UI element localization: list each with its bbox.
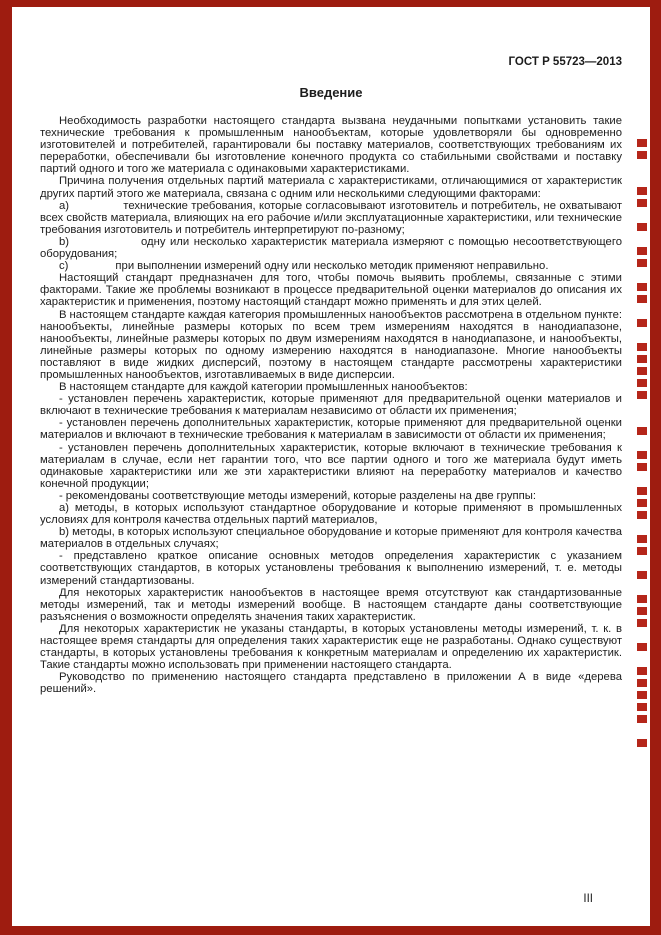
paragraph: Необходимость разработки настоящего стандарта вызвана неудачными попытками установить такие технические требования к промышленным нанообъектам, которые удовлетворяли бы одновременно изготовителей и потребителей, гарантировали бы поставку материалов, соответствующих требованиям их переработки, обеспечивали бы изготовление конечного продукта со стабильными свойствами и поставку партий одного и того же материала с одинаковыми характеристиками. <box>40 115 622 176</box>
body-text <box>40 115 622 696</box>
scan-artifact-mark <box>637 511 647 519</box>
page-content <box>40 56 622 696</box>
scan-artifact-mark <box>637 223 647 231</box>
scan-artifact-mark <box>637 427 647 435</box>
scan-artifact-mark <box>637 715 647 723</box>
scan-artifact-mark <box>637 463 647 471</box>
scan-artifact-mark <box>637 295 647 303</box>
scan-artifact-mark <box>637 499 647 507</box>
scan-artifact-mark <box>637 391 647 399</box>
paragraph: - представлено краткое описание основных методов определения характеристик с указанием соответствующих стандартов, в которых установлены требования к выполнению измерений, т. е. методы измерений стандартизованы. <box>40 550 622 587</box>
scan-artifact-mark <box>637 487 647 495</box>
scan-artifact-mark <box>637 679 647 687</box>
paragraph: Настоящий стандарт предназначен для того, чтобы помочь выявить проблемы, связанные с этими факторами. Такие же проблемы возникают в процессе предварительной оценки материалов до описания их характеристик и применения, поэтому настоящий стандарт можно применять и для этих целей. <box>40 272 622 309</box>
document-code: ГОСТ Р 55723—2013 <box>508 56 622 68</box>
paragraph: Руководство по применению настоящего стандарта представлено в приложении А в виде «дерева решений». <box>40 671 622 696</box>
paragraph: - установлен перечень характеристик, которые применяют для предварительной оценки материалов и включают в технические требования к материалам независимо от области их применения; <box>40 393 622 418</box>
scan-artifact-mark <box>637 367 647 375</box>
paragraph: В настоящем стандарте каждая категория промышленных нанообъектов рассмотрена в отдельном пункте: нанообъекты, линейные размеры которых по всем трем измерениям находятся в нанодиапазоне, нанообъекты, линейные размеры которых по двум измерениям находятся в нанодиапазоне, и нанообъекты, линейные размеры которых по одному измерению находятся в нанодиапазоне. Многие нанообъекты поставляют в виде жидких дисперсий, поэтому в настоящем стандарте рассмотрены характеристики промышленных нанообъектов, изготавливаемых в виде дисперсии. <box>40 308 622 381</box>
paragraph: b) методы, в которых используют специальное оборудование и которые применяют для контроля качества материалов в отдельных случаях; <box>40 526 622 551</box>
scan-artifact-mark <box>637 595 647 603</box>
page-border-bottom <box>0 926 661 935</box>
scan-artifact-mark <box>637 355 647 363</box>
scan-artifact-mark <box>637 547 647 555</box>
page-number: III <box>583 893 593 905</box>
paragraph: - установлен перечень дополнительных характеристик, которые применяют для предварительной оценки материалов и включают в технические требования к материалам в зависимости от области их применения; <box>40 417 622 442</box>
section-title: Введение <box>299 85 363 100</box>
scan-artifact-mark <box>637 283 647 291</box>
scan-artifact-mark <box>637 187 647 195</box>
page-border-left <box>0 0 12 935</box>
scan-artifact-mark <box>637 139 647 147</box>
paragraph: Причина получения отдельных партий материала с характеристиками, отличающимися от характеристик других партий этого же материала, связана с одним или несколькими следующими факторами: <box>40 175 622 200</box>
page-border-right <box>650 0 661 935</box>
paragraph: c) при выполнении измерений одну или несколько методик применяют неправильно. <box>59 260 549 273</box>
scan-artifact-mark <box>637 259 647 267</box>
scan-artifact-mark <box>637 451 647 459</box>
paragraph: В настоящем стандарте для каждой категории промышленных нанообъектов: <box>59 381 468 394</box>
scan-artifact-mark <box>637 379 647 387</box>
paragraph: Для некоторых характеристик нанообъектов в настоящее время отсутствуют как стандартизованные методы измерений, так и методы измерений вообще. В настоящем стандарте даны соответствующие разъяснения о возможности определять значения таких характеристик. <box>40 586 622 623</box>
scan-artifact-mark <box>637 643 647 651</box>
scan-artifact-mark <box>637 571 647 579</box>
scan-artifact-mark <box>637 607 647 615</box>
scan-artifact-mark <box>637 619 647 627</box>
scan-artifact-mark <box>637 691 647 699</box>
paragraph: - установлен перечень дополнительных характеристик, которые включают в технические требования к материалам в случае, если нет гарантии того, что все партии одного и того же материала будут иметь одинаковые характеристики или же эти характеристики влияют на переработку материалов и качество конечной продукции; <box>40 441 622 490</box>
paragraph: a) технические требования, которые согласовывают изготовитель и потребитель, не охватывают всех свойств материала, влияющих на его рабочие и/или эксплуатационные характеристики, или технические требования изготовитель и потребитель интерпретируют по-разному; <box>40 199 622 236</box>
scan-artifact-mark <box>637 343 647 351</box>
page-border-top <box>0 0 661 7</box>
scan-artifact-mark <box>637 535 647 543</box>
scan-artifact-mark <box>637 199 647 207</box>
paragraph: b) одну или несколько характеристик материала измеряют с помощью несоответствующего оборудования; <box>40 235 622 261</box>
paragraph: Для некоторых характеристик не указаны стандарты, в которых установлены методы измерений, т. к. в настоящее время стандарты для определения таких характеристик еще не разработаны. Однако существуют стандарты, в которых установлены требования к конкретным материалам и определению их характеристик. Такие стандарты можно использовать при применении настоящего стандарта. <box>40 622 622 672</box>
scan-artifact-mark <box>637 247 647 255</box>
paragraph: - рекомендованы соответствующие методы измерений, которые разделены на две группы: <box>59 489 536 502</box>
paragraph: a) методы, в которых используют стандартное оборудование и которые применяют в промышленных условиях для контроля качества отдельных партий материалов, <box>40 502 622 527</box>
scan-artifact-mark <box>637 739 647 747</box>
scan-artifact-mark <box>637 667 647 675</box>
scan-artifact-mark <box>637 151 647 159</box>
scan-artifact-mark <box>637 319 647 327</box>
scan-artifact-mark <box>637 703 647 711</box>
